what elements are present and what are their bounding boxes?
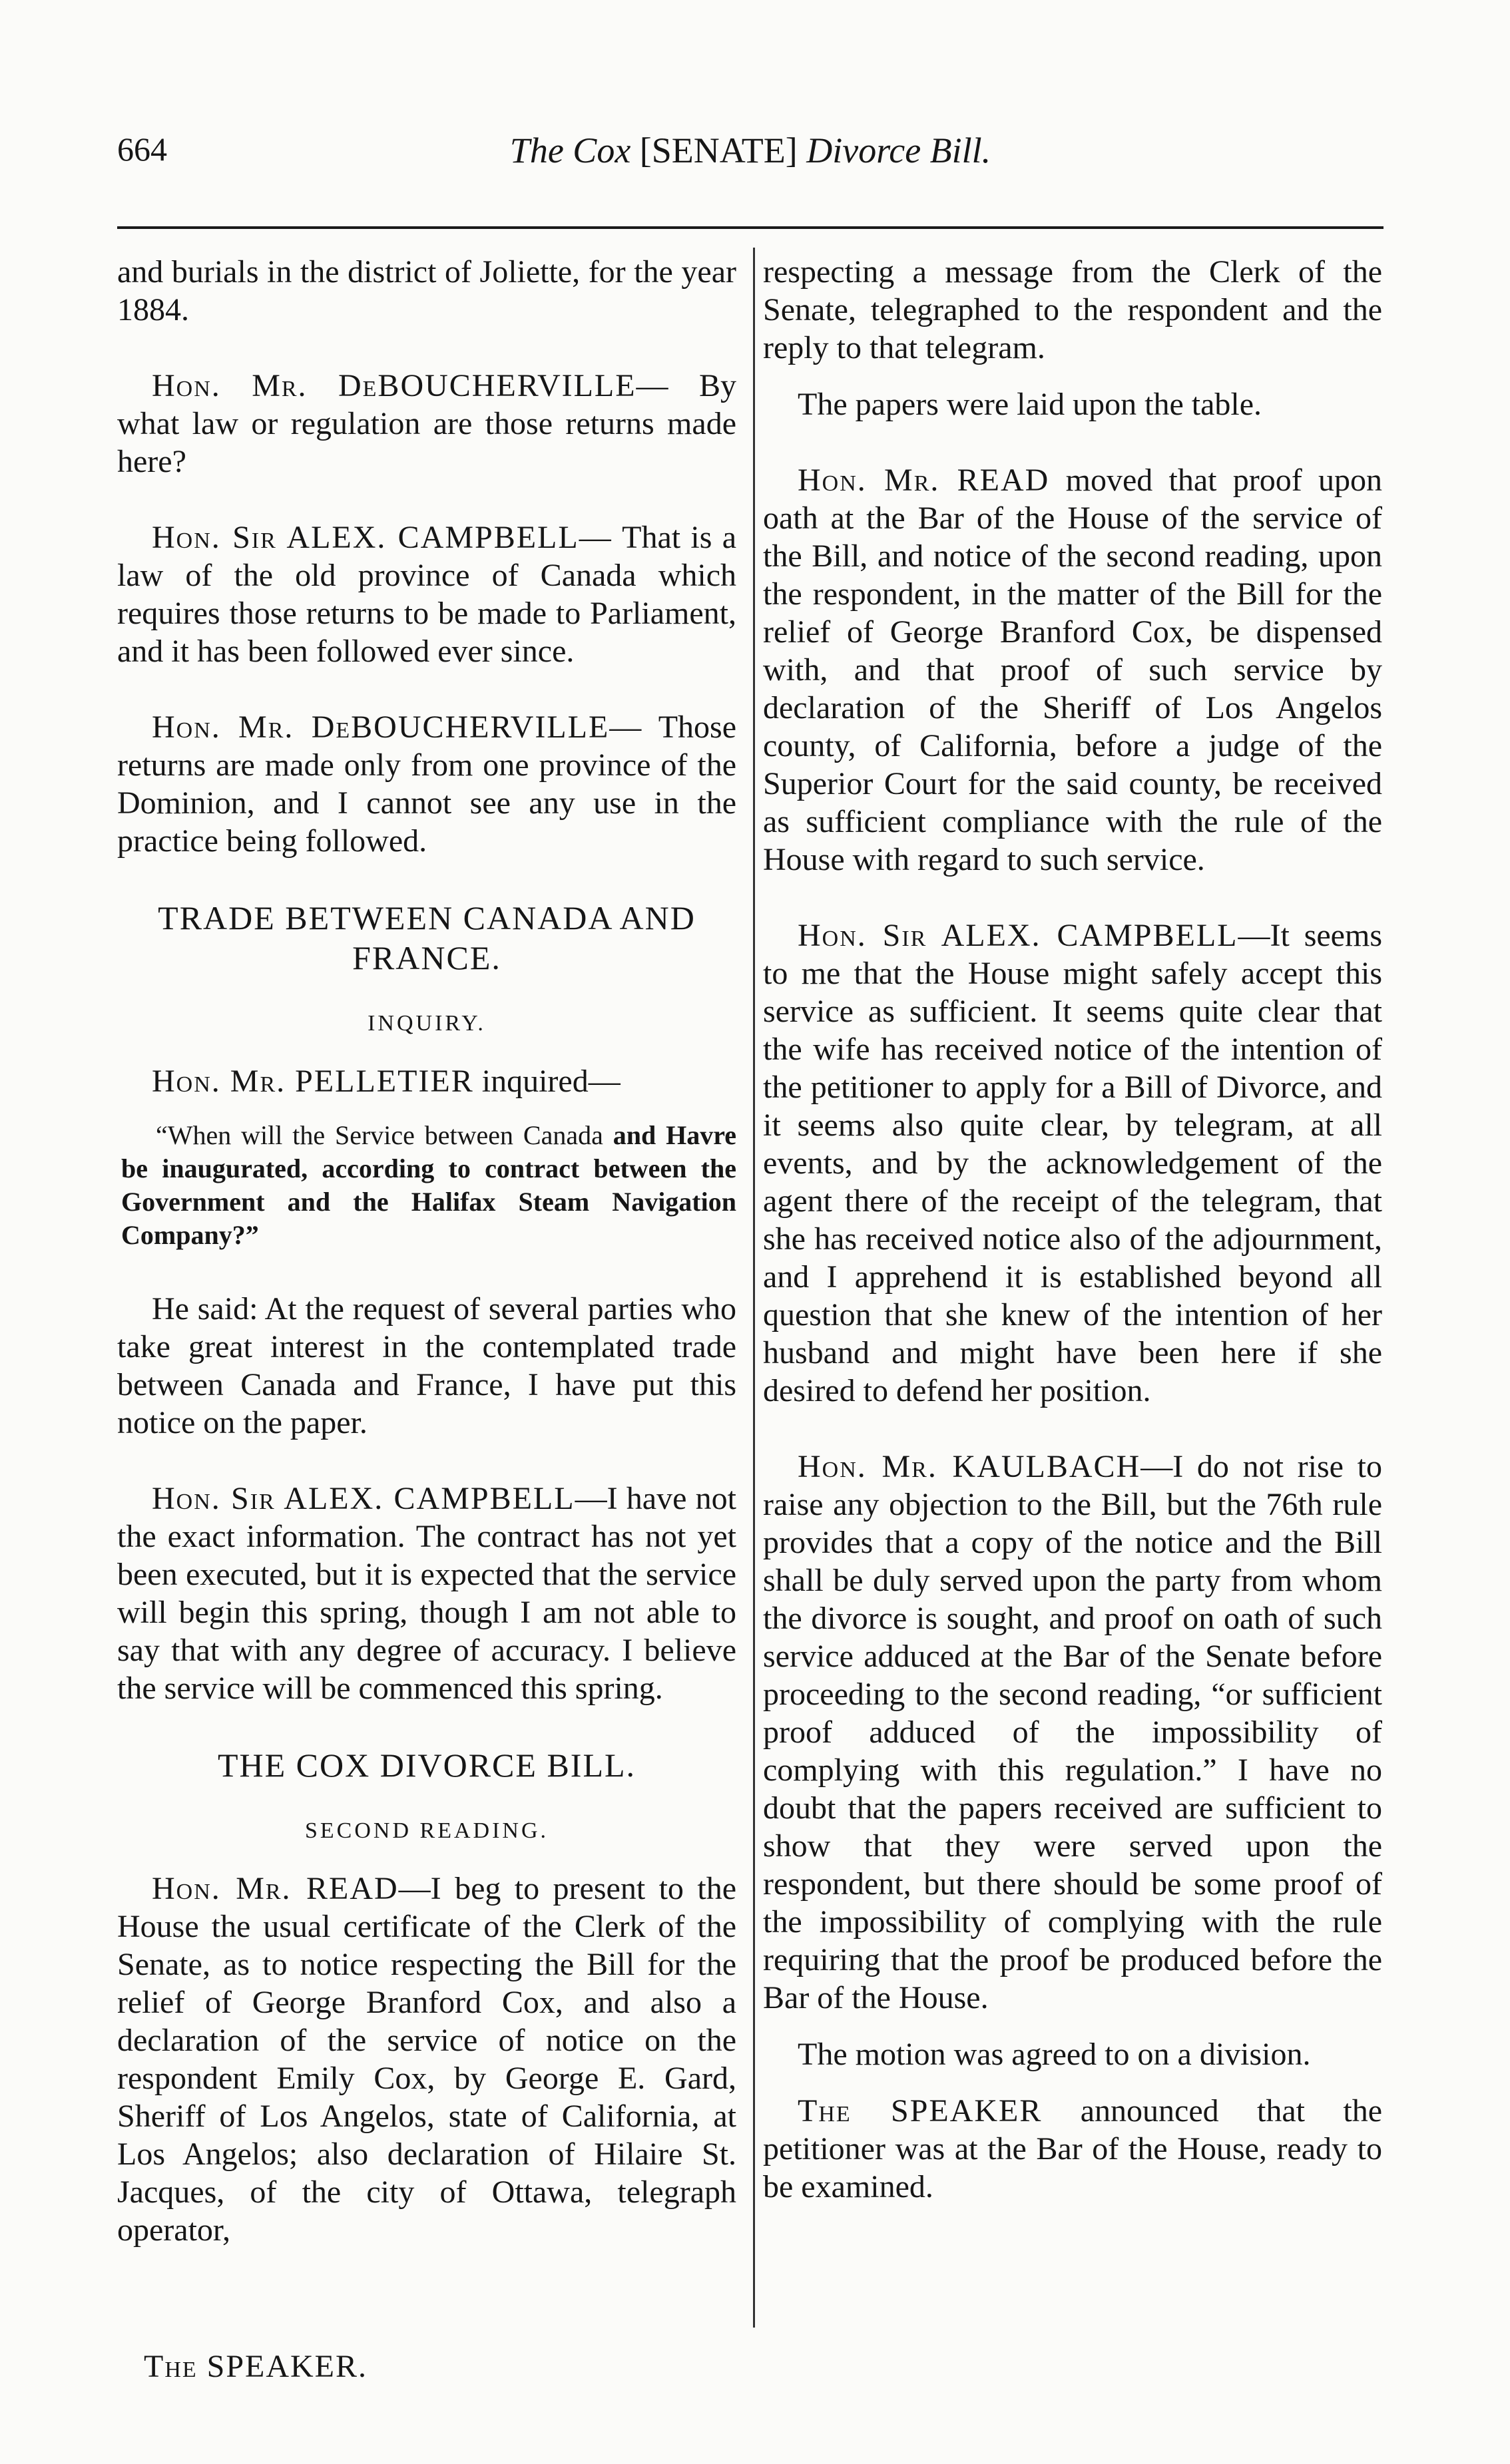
paragraph-text: —I do not rise to raise any objection to the Bill, but the 76th rule provides that a copy of the notice and the Bill shall be duly served upon the party from whom the divorce is sought, and proof on oath of such service adduced at the Bar of the Senate before proceeding to the second reading, “or sufficient proof adduced of the impossibility of complying with this regulation.” I have no doubt that the papers received are sufficient to show that they were served upon the respondent, but there should be some proof of the impossibility of complying with the rule requiring that the proof be produced before the Bar of the House. — [763, 1449, 1382, 2015]
paragraph-papers-laid: The papers were laid upon the table. — [798, 387, 1262, 422]
quote-text: “When will the Service between Canada — [156, 1120, 613, 1150]
left-column — [117, 253, 736, 2249]
paragraph-read-motion — [763, 461, 1382, 879]
paragraph-text: That is a law of the old province of Canada which requires those returns to be made to Parliament, and it has been followed ever since. — [117, 520, 737, 669]
paragraph-continuation: and burials in the district of Joliette, for the year 1884. — [117, 254, 736, 327]
paragraph-read-1 — [117, 1870, 736, 2249]
speaker-name: Hon. Mr. KAULBACH — [798, 1449, 1141, 1484]
paragraph-speaker-announcement — [763, 2092, 1382, 2206]
paragraph-text: By what law or regulation are those returns made here? — [117, 368, 737, 479]
paragraph-debucherville-1 — [117, 367, 736, 481]
paragraph-pelletier-said: He said: At the request of several parties who take great interest in the contemplated trade between Canada and France, I have put this notice on the paper. — [117, 1291, 736, 1440]
speaker-name: Hon. Sir ALEX. CAMPBELL — [152, 1481, 575, 1516]
section-heading-divorce: THE COX DIVORCE BILL. — [217, 1746, 636, 1784]
running-head-subject: Divorce Bill. — [806, 130, 991, 170]
speaker-name: Hon. Mr. READ — [152, 1871, 399, 1906]
paragraph-text: inquired— — [473, 1064, 621, 1099]
speaker-name: Hon. Mr. PELLETIER — [152, 1064, 474, 1099]
paragraph-text: —I beg to present to the House the usual certificate of the Clerk of the Senate, as to notice respecting the Bill for the relief of George Branford Cox, and also a declaration of the service of notice on the respondent Emily Cox, by George E. Gard, Sheriff of Los Angelos, state of California, at Los Angelos; also declaration of Hilaire St. Jacques, of the city of Ottawa, telegraph operator, — [117, 1871, 736, 2248]
right-column — [763, 253, 1382, 2206]
section-subheading-second-reading: SECOND READING. — [305, 1818, 549, 1843]
section-heading-trade: TRADE BETWEEN CANADA AND FRANCE. — [158, 899, 696, 976]
paragraph-text: —It seems to me that the House might safely accept this service as sufficient. It seems quite clear that the wife has received notice of the intention of the petitioner to apply for a Bill of Divorce, and it seems also quite clear, by telegram, at all events, and by the acknowledgement of the agent there of the receipt of the telegram, that she has received notice also of the adjournment, and I apprehend it is established beyond all question that she knew of the intention of her husband and might have been here if she desired to defend her position. — [763, 918, 1382, 1408]
speaker-name: The SPEAKER — [798, 2093, 1043, 2129]
paragraph-motion-agreed: The motion was agreed to on a division. — [798, 2037, 1311, 2072]
running-head-title: The Cox — [509, 130, 631, 170]
catchword: The SPEAKER. — [144, 2349, 368, 2384]
paragraph-kaulbach — [763, 1448, 1382, 2017]
paragraph-text: —I have not the exact information. The contract has not yet been executed, but it is expected that the service will begin this spring, though I am not able to say that with any degree of accuracy. I believe the service will be commenced this spring. — [117, 1481, 736, 1706]
page-number: 664 — [117, 130, 167, 168]
page-header — [117, 130, 1384, 183]
paragraph-text: announced that the petitioner was at the Bar of the House, ready to be examined. — [763, 2093, 1382, 2204]
paragraph-campbell-3 — [763, 917, 1382, 1410]
running-head-chamber: [SENATE] — [630, 130, 807, 170]
inquiry-quote — [117, 1119, 736, 1252]
speaker-name: Hon. Mr. DeBOUCHERVILLE— — [152, 710, 643, 745]
paragraph-text: moved that proof upon oath at the Bar of the House of the service of the Bill, and notice of the second reading, upon the respondent, in the matter of the Bill for the relief of George Branford Cox, be dispensed with, and that proof of such service by declaration of the Sheriff of Los Angelos county, of California, before a judge of the Superior Court for the said county, be received as sufficient compliance with the rule of the House with regard to such service. — [763, 463, 1383, 877]
paragraph-campbell-2 — [117, 1480, 736, 1707]
paragraph-campbell-1 — [117, 518, 736, 670]
paragraph-debucherville-2 — [117, 708, 736, 860]
paragraph-pelletier — [117, 1062, 736, 1100]
section-subheading-inquiry: INQUIRY. — [368, 1011, 486, 1036]
speaker-name: Hon. Mr. DeBOUCHERVILLE— — [152, 368, 670, 403]
quote-text-bold: and Havre be inaugurated, according to contract between the Government and the Halifax Steam Navigation Company?” — [121, 1120, 737, 1250]
running-head — [117, 130, 1384, 171]
speaker-name: Hon. Sir ALEX. CAMPBELL — [798, 918, 1238, 953]
paragraph-continuation: respecting a message from the Clerk of the Senate, telegraphed to the respondent and the reply to that telegram. — [763, 254, 1382, 365]
column-divider — [753, 248, 755, 2328]
speaker-name: Hon. Sir ALEX. CAMPBELL— — [152, 520, 613, 555]
header-rule — [117, 226, 1384, 229]
paragraph-text: Those returns are made only from one province of the Dominion, and I cannot see any use in the practice being followed. — [117, 710, 736, 859]
speaker-name: Hon. Mr. READ — [798, 463, 1050, 498]
